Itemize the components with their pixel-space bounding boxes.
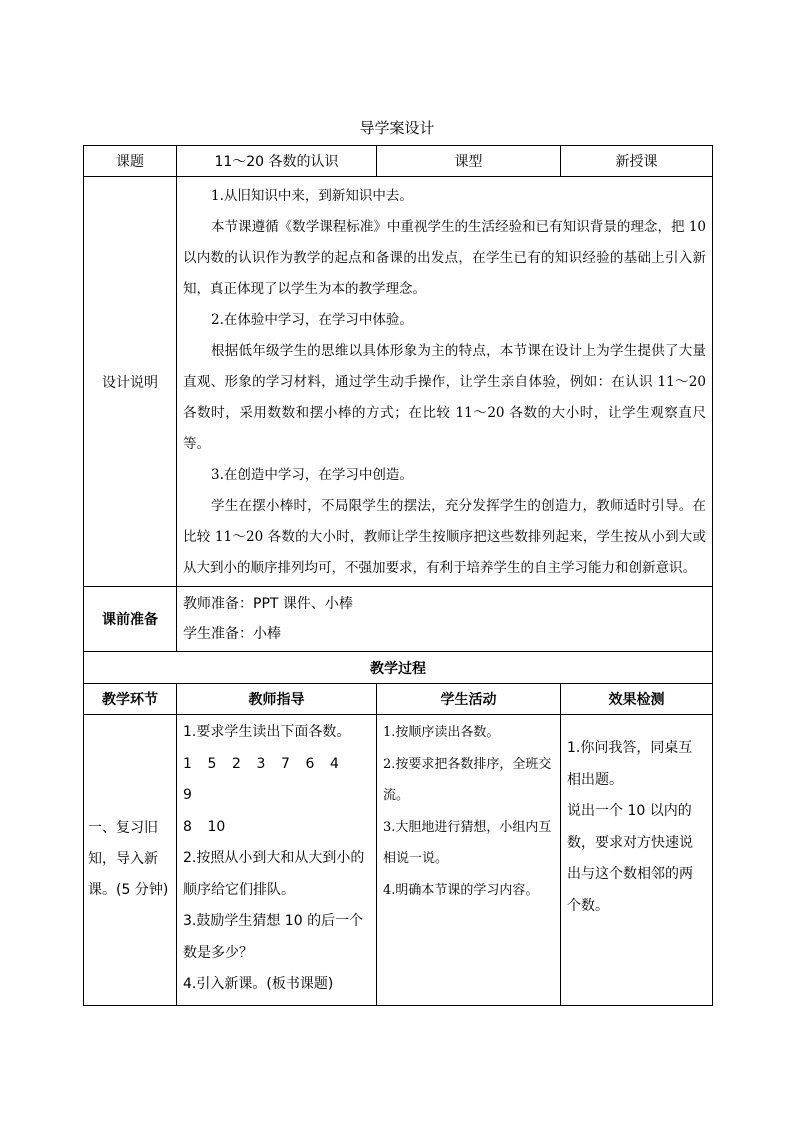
prep-label: 课前准备 <box>84 587 177 652</box>
process-row <box>84 715 713 1006</box>
design-paragraph: 根据低年级学生的思维以具体形象为主的特点，本节课在设计上为学生提供了大量直观、形象的学习材料，通过学生动手操作，让学生亲自体验，例如：在认识 11～20 各数时，采用数数和摆小棒的方式；在比较 11～20 各数的大小时，让学生观察直尺等。 <box>183 343 706 452</box>
design-row <box>84 177 713 587</box>
number: 3 <box>256 755 266 772</box>
teacher-item: 1.要求学生读出下面各数。 <box>183 724 351 740</box>
process-title: 教学过程 <box>84 652 713 684</box>
check-item: 1.你问我答，同桌互相出题。 <box>567 740 693 788</box>
number: 5 <box>207 755 217 772</box>
number: 1 <box>183 755 192 772</box>
number: 10 <box>207 818 226 835</box>
student-item: 2.按要求把各数排序，全班交流。 <box>383 756 552 803</box>
topic-value: 11～20 各数的认识 <box>177 146 377 177</box>
column-header: 效果检测 <box>561 684 713 715</box>
check-item: 说出一个 10 以内的数，要求对方快速说出与这个数相邻的两个数。 <box>567 803 693 914</box>
student-activity <box>377 715 561 1006</box>
teacher-guidance <box>177 715 377 1006</box>
teacher-item: 3.鼓励学生猜想 10 的后一个数是多少？ <box>183 913 364 961</box>
header-row <box>84 146 713 177</box>
teacher-item: 4.引入新课。(板书课题) <box>183 976 334 992</box>
column-header: 教学环节 <box>84 684 177 715</box>
stage-cell: 一、复习旧知，导入新课。(5 分钟) <box>84 715 177 1006</box>
student-item: 3.大胆地进行猜想，小组内互相说一说。 <box>383 819 552 866</box>
design-content <box>177 177 713 587</box>
document-title: 导学案设计 <box>359 119 435 137</box>
teacher-item: 2.按照从小到大和从大到小的顺序给它们排队。 <box>183 850 365 898</box>
type-label: 课型 <box>377 146 561 177</box>
design-paragraph: 学生在摆小棒时，不局限学生的摆法，充分发挥学生的创造力，教师适时引导。在比较 11～20 各数的大小时，教师让学生按顺序把这些数排列起来，学生按从小到大或从大到小的顺序排列均可，不强加要求，有利于培养学生的自主学习能力和创新意识。 <box>183 498 706 576</box>
teacher-prep: 教师准备：PPT 课件、小棒 <box>183 596 353 612</box>
number: 6 <box>305 755 315 772</box>
design-label: 设计说明 <box>84 177 177 587</box>
process-title-row <box>84 652 713 684</box>
number-sequence <box>183 749 370 844</box>
student-item: 1.按顺序读出各数。 <box>383 725 500 740</box>
type-value: 新授课 <box>561 146 713 177</box>
number: 8 <box>183 818 192 835</box>
effect-check <box>561 715 713 1006</box>
prep-content <box>177 587 713 652</box>
number: 7 <box>281 755 290 772</box>
student-item: 4.明确本节课的学习内容。 <box>383 882 539 898</box>
process-header-row <box>84 684 713 715</box>
design-paragraph: 3.在创造中学习，在学习中创造。 <box>211 467 413 483</box>
prep-row <box>84 587 713 652</box>
column-header: 教师指导 <box>177 684 377 715</box>
design-paragraph: 1.从旧知识中来，到新知识中去。 <box>211 188 413 204</box>
design-paragraph: 2.在体验中学习，在学习中体验。 <box>211 312 413 328</box>
student-prep: 学生准备：小棒 <box>183 626 281 642</box>
lesson-plan-table <box>83 145 713 1006</box>
design-paragraph: 本节课遵循《数学课程标准》中重视学生的生活经验和已有知识背景的理念，把 10 以内数的认识作为教学的起点和备课的出发点，在学生已有的知识经验的基础上引入新知，真正体现了以学生为本的教学理念。 <box>183 219 706 297</box>
column-header: 学生活动 <box>377 684 561 715</box>
topic-label: 课题 <box>84 146 177 177</box>
number: 4 <box>330 755 339 772</box>
number: 2 <box>232 755 241 772</box>
number: 9 <box>183 787 192 803</box>
